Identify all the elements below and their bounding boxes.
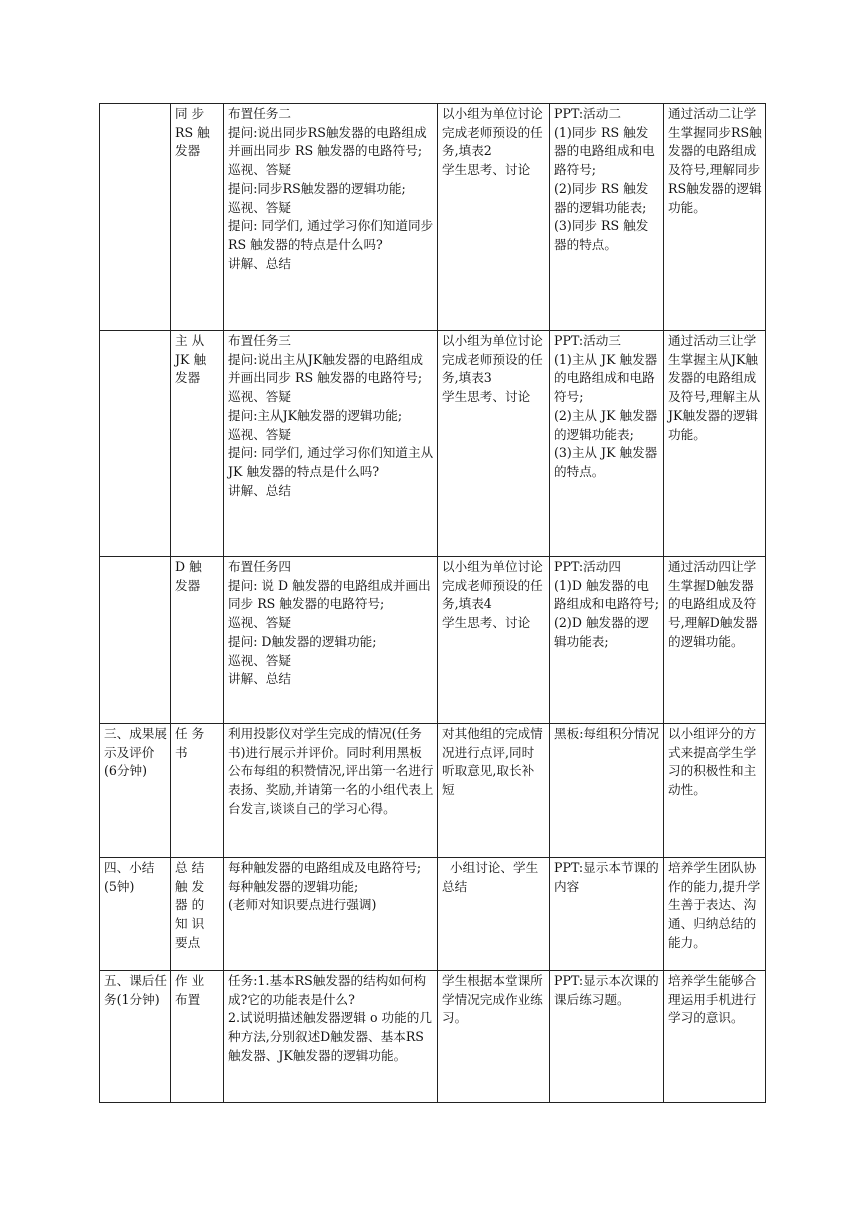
media-cell: 黑板:每组积分情况	[550, 724, 664, 858]
lesson-plan-table	[99, 103, 766, 1103]
media-cell: PPT:显示本次课的课后练习题。	[550, 971, 664, 1103]
design-intent-cell: 通过活动四让学生掌握D触发器的电路组成及符号,理解D触发器的逻辑功能。	[664, 557, 766, 724]
teacher-activity-cell: 布置任务四 提问: 说 D 触发器的电路组成并画出同步 RS 触发器的电路符号; 巡视、答疑 提问: D触发器的逻辑功能; 巡视、答疑 讲解、总结	[224, 557, 438, 724]
media-cell: PPT:活动三 (1)主从 JK 触发器的电路组成和电路符号; (2)主从 JK 触发器的逻辑功能表; (3)主从 JK 触发器的特点。	[550, 331, 664, 557]
media-cell: PPT:显示本节课的内容	[550, 858, 664, 971]
student-activity-cell: 对其他组的完成情况进行点评,同时听取意见,取长补短	[438, 724, 550, 858]
topic-cell: 任 务 书	[171, 724, 224, 858]
table-row	[100, 724, 766, 858]
teacher-activity-cell: 布置任务二 提问:说出同步RS触发器的电路组成并画出同步 RS 触发器的电路符号; 巡视、答疑 提问:同步RS触发器的逻辑功能; 巡视、答疑 提问: 同学们, 通过学习你们知道同步 RS 触发器的特点是什么吗? 讲解、总结	[224, 104, 438, 331]
media-cell: PPT:活动二 (1)同步 RS 触发器的电路组成和电路符号; (2)同步 RS 触发器的逻辑功能表; (3)同步 RS 触发器的特点。	[550, 104, 664, 331]
table-row	[100, 557, 766, 724]
stage-cell	[100, 104, 171, 331]
student-activity-cell: 以小组为单位讨论完成老师预设的任务,填表4 学生思考、讨论	[438, 557, 550, 724]
design-intent-cell: 培养学生团队协作的能力,提升学生善于表达、沟通、归纳总结的能力。	[664, 858, 766, 971]
design-intent-cell: 通过活动二让学生掌握同步RS触发器的电路组成及符号,理解同步RS触发器的逻辑功能。	[664, 104, 766, 331]
table-row	[100, 331, 766, 557]
topic-cell: 总 结 触 发 器 的 知 识 要点	[171, 858, 224, 971]
topic-cell: 主 从 JK 触 发器	[171, 331, 224, 557]
stage-cell	[100, 331, 171, 557]
stage-cell: 三、成果展示及评价(6分钟)	[100, 724, 171, 858]
table-row	[100, 971, 766, 1103]
topic-cell: D 触 发器	[171, 557, 224, 724]
teacher-activity-cell: 任务:1.基本RS触发器的结构如何构成?它的功能表是什么? 2.试说明描述触发器逻辑 o 功能的几种方法,分别叙述D触发器、基本RS触发器、JK触发器的逻辑功能。	[224, 971, 438, 1103]
student-activity-cell: 以小组为单位讨论完成老师预设的任务,填表2 学生思考、讨论	[438, 104, 550, 331]
teacher-activity-cell: 利用投影仪对学生完成的情况(任务书)进行展示并评价。同时利用黑板公布每组的积赞情况,评出第一名进行表扬、奖励,并请第一名的小组代表上台发言,谈谈自己的学习心得。	[224, 724, 438, 858]
student-activity-cell: 学生根据本堂课所学情况完成作业练习。	[438, 971, 550, 1103]
design-intent-cell: 以小组评分的方式来提高学生学习的积极性和主动性。	[664, 724, 766, 858]
topic-cell: 同 步 RS 触 发器	[171, 104, 224, 331]
teacher-activity-cell: 每种触发器的电路组成及电路符号; 每种触发器的逻辑功能; (老师对知识要点进行强调)	[224, 858, 438, 971]
table-row	[100, 104, 766, 331]
topic-cell: 作 业 布置	[171, 971, 224, 1103]
design-intent-cell: 通过活动三让学生掌握主从JK触发器的电路组成及符号,理解主从JK触发器的逻辑功能。	[664, 331, 766, 557]
table-row	[100, 858, 766, 971]
stage-cell: 五、课后任务(1分钟)	[100, 971, 171, 1103]
teacher-activity-cell: 布置任务三 提问:说出主从JK触发器的电路组成并画出同步 RS 触发器的电路符号; 巡视、答疑 提问:主从JK触发器的逻辑功能; 巡视、答疑 提问: 同学们, 通过学习你们知道主从 JK 触发器的特点是什么吗? 讲解、总结	[224, 331, 438, 557]
media-cell: PPT:活动四 (1)D 触发器的电路组成和电路符号; (2)D 触发器的逻辑功能表;	[550, 557, 664, 724]
design-intent-cell: 培养学生能够合理运用手机进行学习的意识。	[664, 971, 766, 1103]
student-activity-cell: 以小组为单位讨论完成老师预设的任务,填表3 学生思考、讨论	[438, 331, 550, 557]
stage-cell: 四、小结(5钟)	[100, 858, 171, 971]
student-activity-cell: 小组讨论、学生总结	[438, 858, 550, 971]
stage-cell	[100, 557, 171, 724]
